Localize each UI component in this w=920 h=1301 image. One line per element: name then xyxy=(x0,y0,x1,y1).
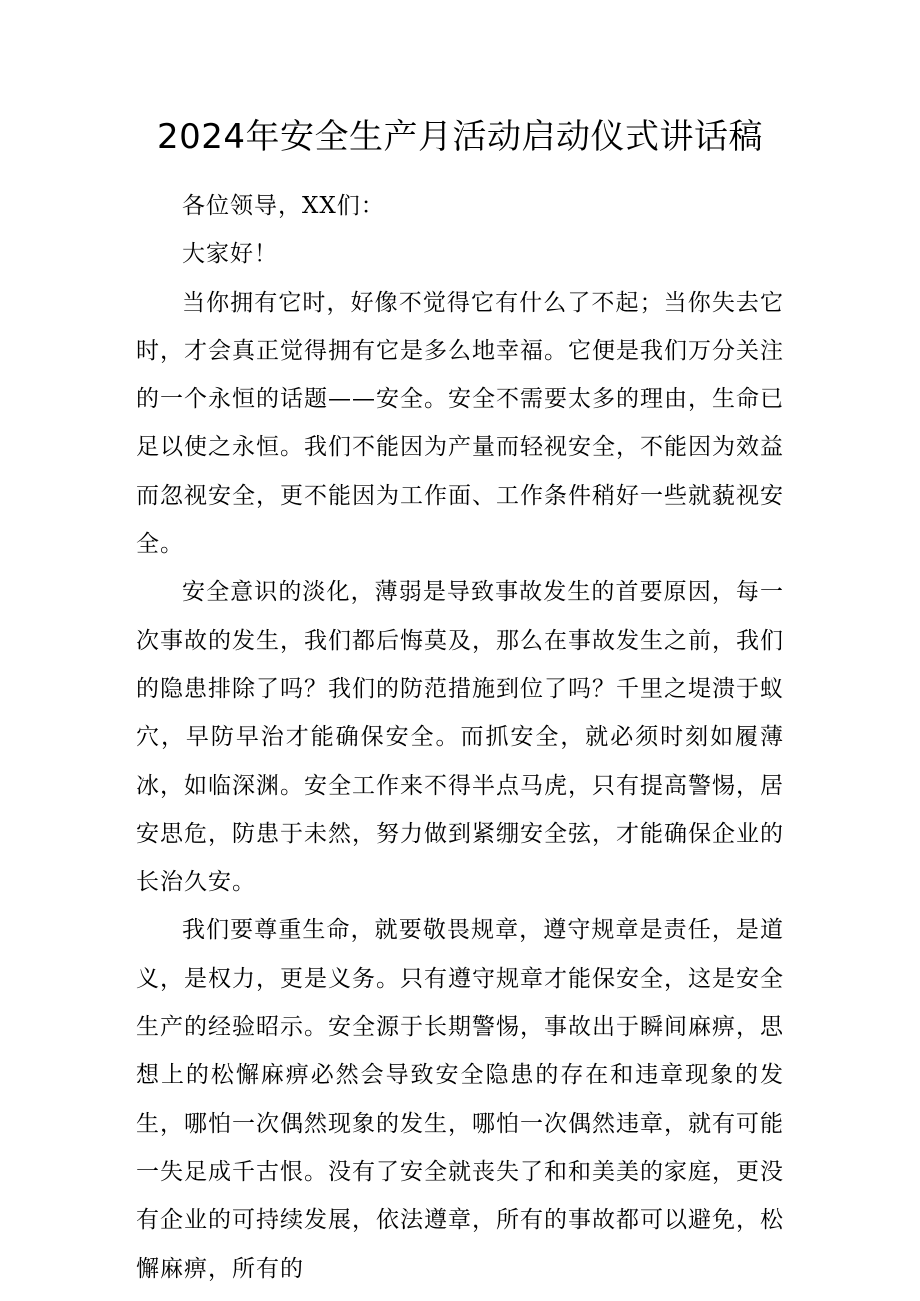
salutation: 各位领导，XX们： xyxy=(182,193,385,219)
document-body xyxy=(136,182,784,1293)
greeting: 大家好！ xyxy=(182,241,278,268)
document-title: 2024年安全生产月活动启动仪式讲话稿 xyxy=(156,117,764,157)
body-paragraph: 我们要尊重生命，就要敬畏规章，遵守规章是责任，是道义，是权力，更是义务。只有遵守规章才能保安全，这是安全生产的经验昭示。安全源于长期警惕，事故出于瞬间麻痹，思想上的松懈麻痹必然会导致安全隐患的存在和违章现象的发生，哪怕一次偶然现象的发生，哪怕一次偶然违章，就有可能一失足成千古恨。没有了安全就丧失了和和美美的家庭，更没有企业的可持续发展，依法遵章，所有的事故都可以避免，松懈麻痹，所有的 xyxy=(136,917,784,1282)
body-paragraph: 安全意识的淡化，薄弱是导致事故发生的首要原因，每一次事故的发生，我们都后悔莫及，那么在事故发生之前，我们的隐患排除了吗？我们的防范措施到位了吗？千里之堤溃于蚁穴，早防早治才能确保安全。而抓安全，就必须时刻如履薄冰，如临深渊。安全工作来不得半点马虎，只有提高警惕，居安思危，防患于未然，努力做到紧绷安全弦，才能确保企业的长治久安。 xyxy=(136,579,784,896)
body-paragraph: 当你拥有它时，好像不觉得它有什么了不起；当你失去它时，才会真正觉得拥有它是多么地幸福。它便是我们万分关注的一个永恒的话题——安全。安全不需要太多的理由，生命已足以使之永恒。我们不能因为产量而轻视安全，不能因为效益而忽视安全，更不能因为工作面、工作条件稍好一些就藐视安全。 xyxy=(136,289,784,558)
